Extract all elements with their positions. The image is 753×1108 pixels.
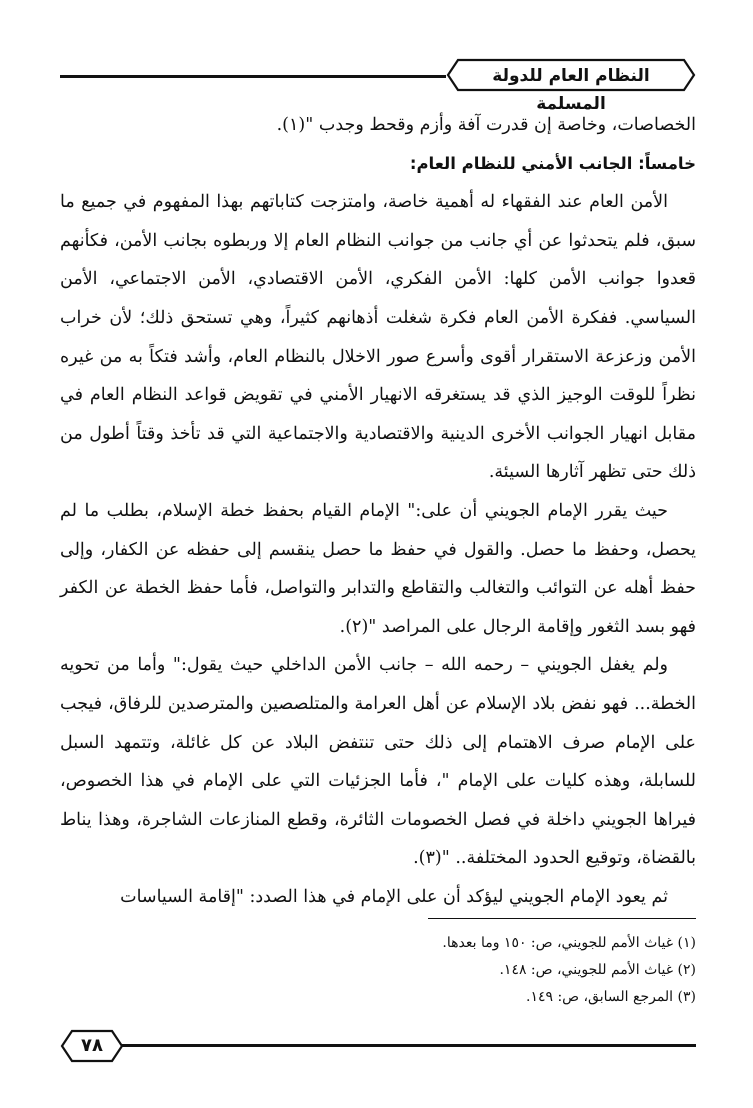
paragraph-security: الأمن العام عند الفقهاء له أهمية خاصة، وامتزجت كتاباتهم بهذا المفهوم في جميع ما سبق، فلم يتحدثوا عن أي جانب من جوانب النظام العام إلا وربطوه بجانب الأمن، فكأنهم قعدوا جوانب الأمن كلها: الأمن الفكري، الأمن الاقتصادي، الأمن الاجتماعي، الأمن السياسي. ففكرة الأمن العام فكرة شغلت أذهانهم كثيراً، وهي تستحق ذلك؛ لأن خراب الأمن وزعزعة الاستقرار أقوى وأسرع صور الاخلال بالنظام العام، وأشد فتكاً به من غيره نظراً للوقت الوجيز الذي قد يستغرقه الانهيار الأمني في تقويض قواعد النظام العام في مقابل انهيار الجوانب الأخرى الدينية والاقتصادية والاجتماعية التي قد تأخذ وقتاً أطول من ذلك حتى تظهر آثارها السيئة. bbox=[60, 192, 696, 483]
footnote-item: (١) غياث الأمم للجويني، ص: ١٥٠ وما بعدها. bbox=[442, 935, 696, 951]
main-text bbox=[60, 106, 696, 916]
page-footer bbox=[60, 1029, 696, 1065]
section-subheading: خامساً: الجانب الأمني للنظام العام: bbox=[409, 153, 696, 173]
page-number: ٧٨ bbox=[81, 1035, 103, 1056]
header-title-tab bbox=[446, 58, 696, 114]
footer-rule bbox=[116, 1044, 696, 1047]
page-number-badge bbox=[60, 1029, 124, 1063]
footnote-item: (٣) المرجع السابق، ص: ١٤٩. bbox=[525, 989, 696, 1005]
footnote-item: (٢) غياث الأمم للجويني، ص: ١٤٨. bbox=[499, 962, 696, 978]
footnote-separator bbox=[428, 918, 696, 919]
paragraph-continuation: الخصاصات، وخاصة إن قدرت آفة وأزم وقحط وجدب "(١). bbox=[276, 115, 696, 135]
header-title: النظام العام للدولة المسلمة bbox=[492, 66, 650, 114]
footnotes bbox=[60, 930, 696, 1011]
paragraph-juwayni-quote-2: ولم يغفل الجويني – رحمه الله – جانب الأمن الداخلي حيث يقول:" وأما من تحويه الخطة... فهو نفض بلاد الإسلام عن أهل العرامة والمتلصصين والمترصدين للرفاق، فيجب على الإمام صرف الاهتمام إلى ذلك حتى تنتفض البلاد عن كل غائلة، وتتمهد السبل للسابلة، وهذه كليات على الإمام "، فأما الجزئيات التي على الإمام في هذا الخصوص، فيراها الجويني داخلة في فصل الخصومات الثائرة، وقطع المنازعات الشاجرة، وهذا يناط بالقضاة، وتوقيع الحدود المختلفة.. "(٣). bbox=[60, 655, 696, 869]
paragraph-juwayni-quote-3: ثم يعود الإمام الجويني ليؤكد أن على الإمام في هذا الصدد: "إقامة السياسات bbox=[120, 886, 668, 907]
paragraph-juwayni-quote-1: حيث يقرر الإمام الجويني أن على:" الإمام القيام بحفظ خطة الإسلام، بطلب ما لم يحصل، وحفظ ما حصل. والقول في حفظ ما حصل ينقسم إلى حفظه عن الكفار، وإلى حفظ أهله عن التوائب والتغالب والتقاطع والتدابر والتواصل، فأما حفظ الخطة عن الكفر فهو بسد الثغور وإقامة الرجال على المراصد "(٢). bbox=[60, 500, 696, 637]
running-header bbox=[60, 56, 696, 114]
header-rule bbox=[60, 75, 446, 78]
